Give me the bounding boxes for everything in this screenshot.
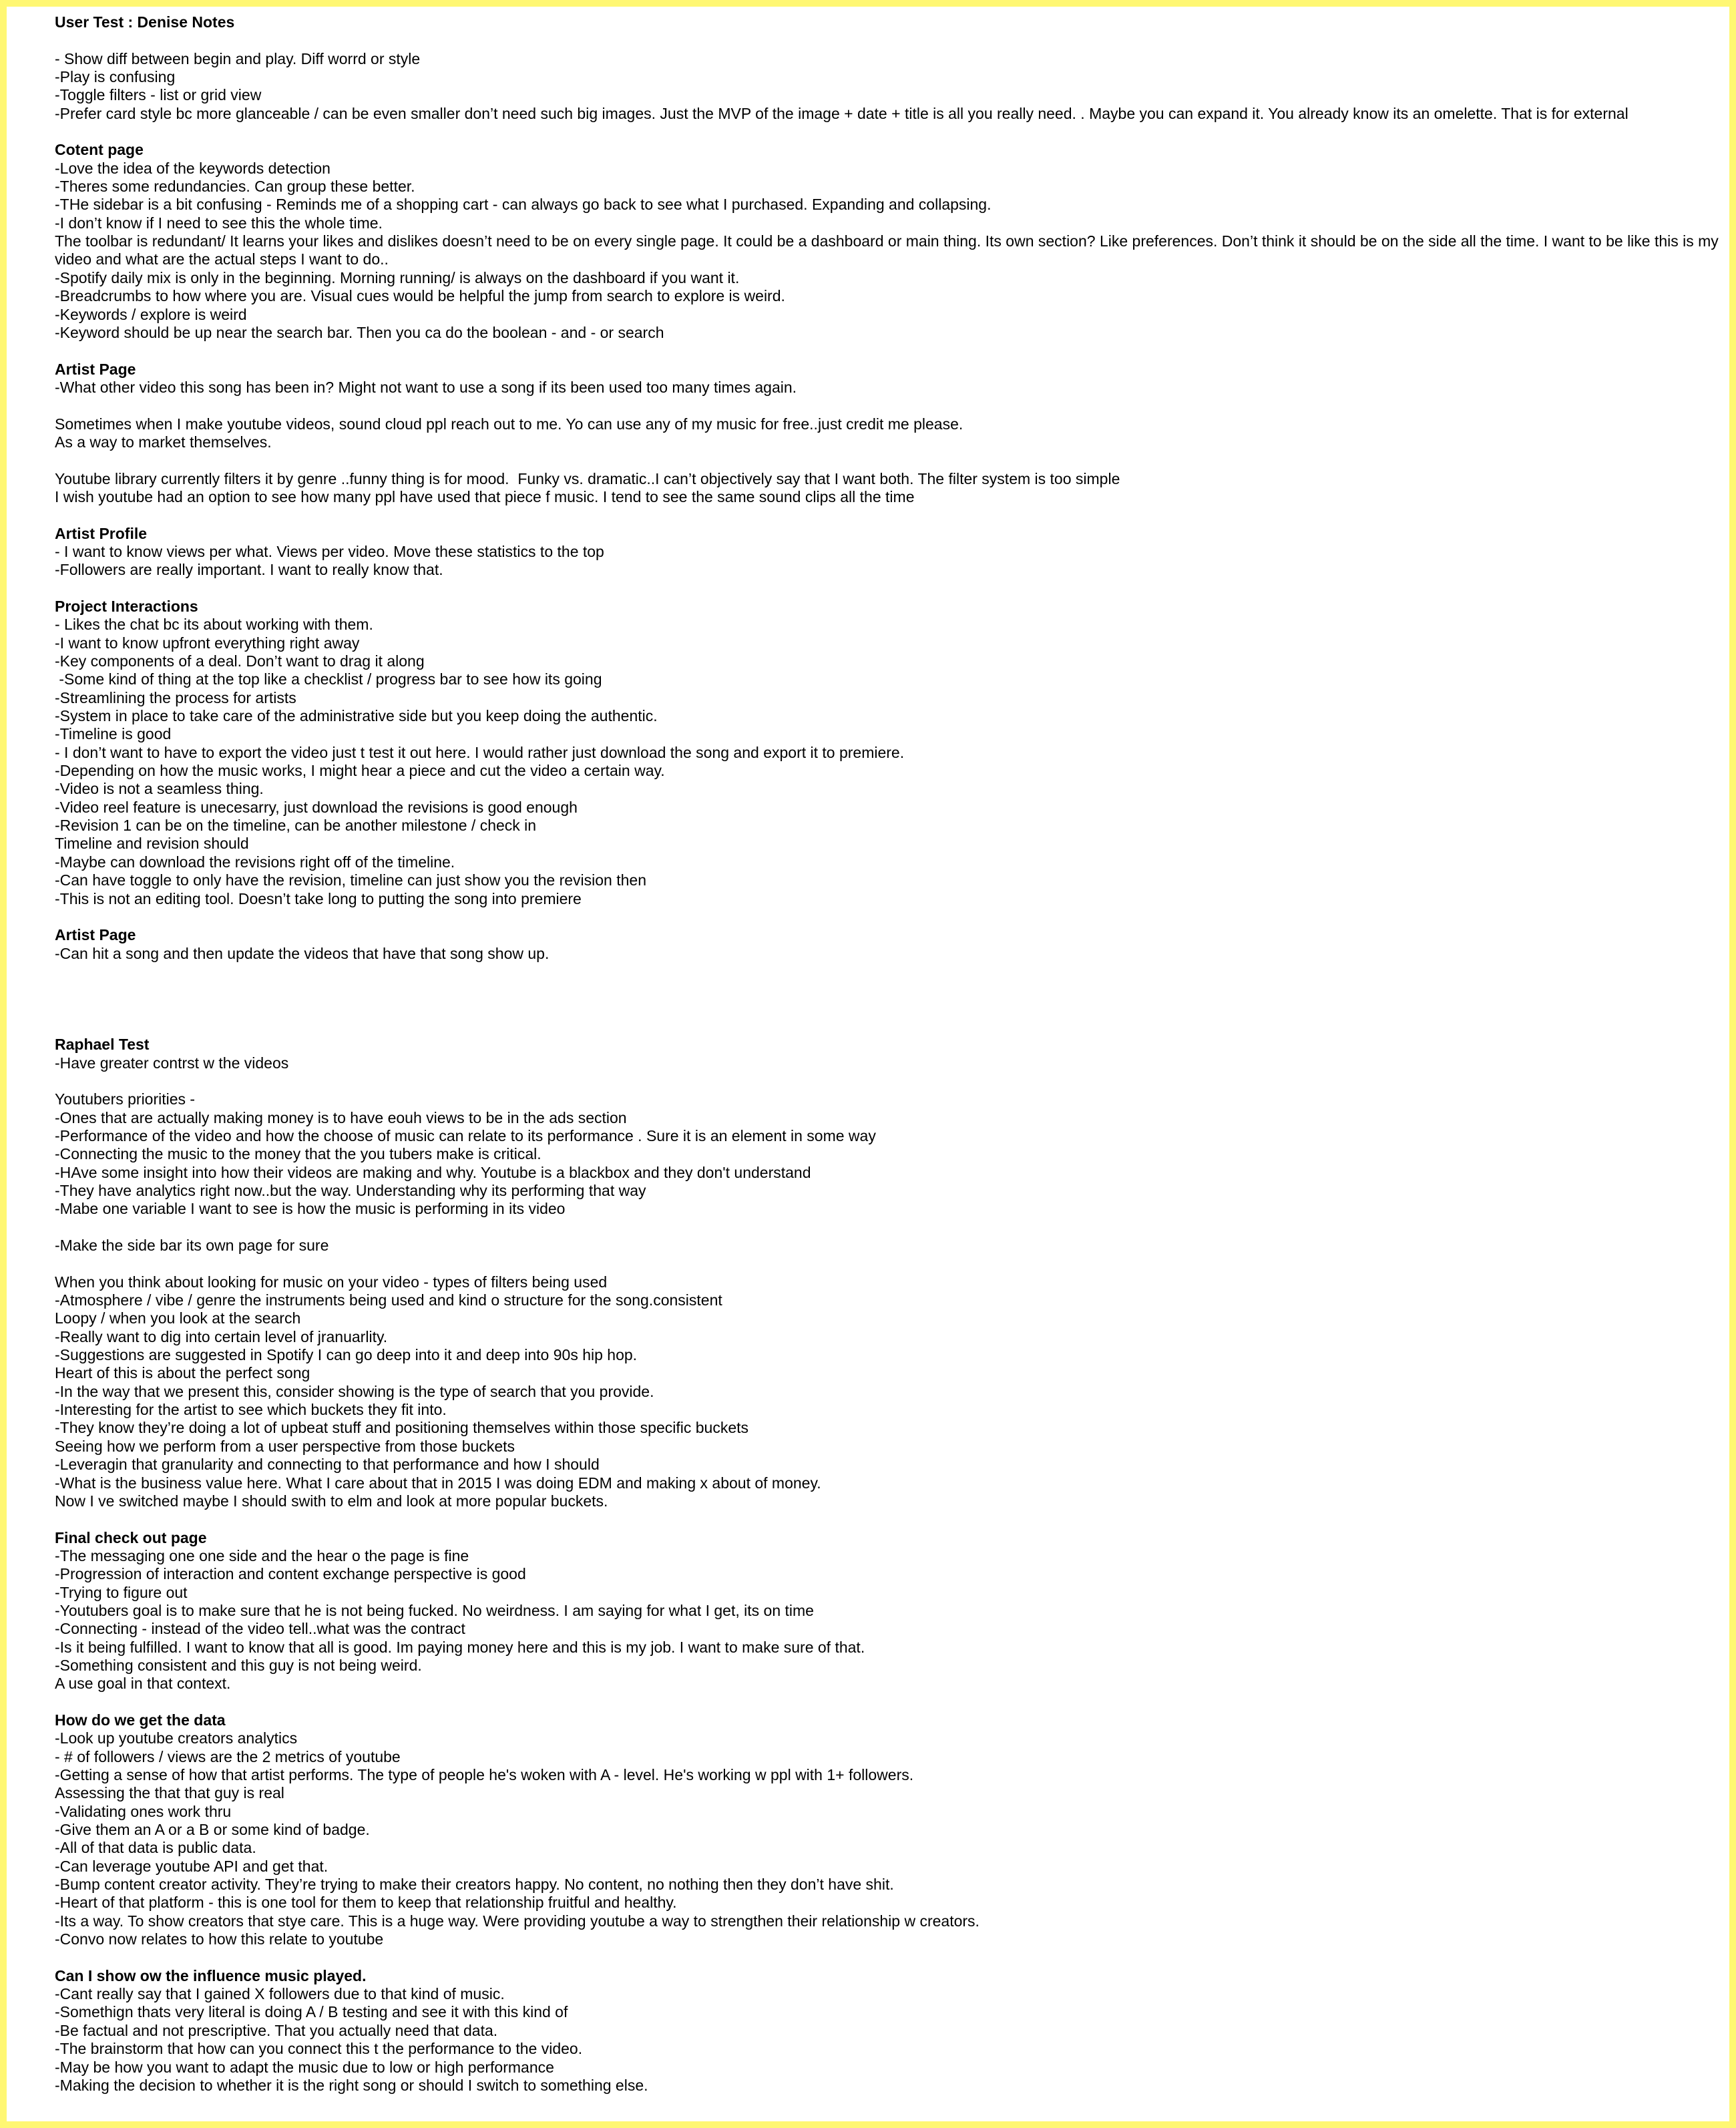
blank-line-spacer bbox=[55, 397, 1727, 415]
blank-line-spacer bbox=[55, 1948, 1727, 1966]
note-line: -Cant really say that I gained X followers due to that kind of music. bbox=[55, 1985, 505, 2003]
note-line: -Something consistent and this guy is not being weird. bbox=[55, 1656, 422, 1674]
note-line: -Timeline is good bbox=[55, 725, 172, 743]
note-line: -Performance of the video and how the choose of music can relate to its performance . Sure it is an element in some way bbox=[55, 1126, 876, 1144]
note-line: -Key components of a deal. Don’t want to drag it along bbox=[55, 652, 425, 670]
note-line: -Can have toggle to only have the revision, timeline can just show you the revision then bbox=[55, 871, 647, 889]
blank-line-spacer bbox=[55, 1219, 1727, 1237]
section-heading: Artist Profile bbox=[55, 524, 148, 542]
notes-document bbox=[55, 13, 1727, 2095]
note-line: -Validating ones work thru bbox=[55, 1802, 232, 1820]
note-line: -Depending on how the music works, I might hear a piece and cut the video a certain way. bbox=[55, 762, 665, 780]
note-line: -All of that data is public data. bbox=[55, 1839, 256, 1857]
blank-line-spacer bbox=[55, 451, 1727, 469]
blank-line-spacer bbox=[55, 123, 1727, 141]
note-line: -HAve some insight into how their videos are making and why. Youtube is a blackbox and they don't understand bbox=[55, 1163, 811, 1181]
note-line: -Make the side bar its own page for sure bbox=[55, 1237, 329, 1255]
blank-line-spacer bbox=[55, 1018, 1727, 1036]
note-line: -I want to know upfront everything right away bbox=[55, 634, 360, 652]
note-line: -Maybe can download the revisions right off of the timeline. bbox=[55, 853, 455, 871]
note-line: -I don’t know if I need to see this the whole time. bbox=[55, 214, 383, 232]
note-line: Youtubers priorities - bbox=[55, 1090, 196, 1108]
section-heading: Final check out page bbox=[55, 1528, 207, 1546]
note-line: - Likes the chat bc its about working with them. bbox=[55, 616, 373, 634]
note-line: -Revision 1 can be on the timeline, can be another milestone / check in bbox=[55, 817, 537, 835]
note-line: -Have greater contrst w the videos bbox=[55, 1054, 289, 1072]
note-line: -Getting a sense of how that artist performs. The type of people he's woken with A - level. He's working w ppl with 1+ followers. bbox=[55, 1766, 914, 1783]
note-line: -System in place to take care of the administrative side but you keep doing the authentic. bbox=[55, 707, 658, 725]
note-line: -Really want to dig into certain level of jranuarlity. bbox=[55, 1327, 388, 1345]
note-line: -Mabe one variable I want to see is how the music is performing in its video bbox=[55, 1200, 566, 1218]
blank-line-spacer bbox=[55, 981, 1727, 999]
section-heading: Project Interactions bbox=[55, 598, 198, 615]
note-line: -Breadcrumbs to how where you are. Visual cues would be helpful the jump from search to explore is weird. bbox=[55, 287, 785, 305]
note-line: -May be how you want to adapt the music due to low or high performance bbox=[55, 2058, 554, 2076]
note-line: -Interesting for the artist to see which buckets they fit into. bbox=[55, 1401, 447, 1419]
note-line: Loopy / when you look at the search bbox=[55, 1309, 301, 1327]
note-line: -This is not an editing tool. Doesn’t take long to putting the song into premiere bbox=[55, 889, 582, 907]
note-line: -Progression of interaction and content exchange perspective is good bbox=[55, 1565, 526, 1583]
note-line: -Prefer card style bc more glanceable / can be even smaller don’t need such big images. Just the MVP of the image + date + title is all you really need. . Maybe you can expand it. You already know its an omelette. That is for external bbox=[55, 104, 1629, 122]
note-line: -Trying to figure out bbox=[55, 1583, 188, 1601]
note-line: -Ones that are actually making money is to have eouh views to be in the ads section bbox=[55, 1108, 627, 1126]
note-line: Seeing how we perform from a user perspective from those buckets bbox=[55, 1437, 515, 1455]
note-line: -They know they’re doing a lot of upbeat stuff and positioning themselves within those specific buckets bbox=[55, 1419, 748, 1437]
note-line: Heart of this is about the perfect song bbox=[55, 1364, 310, 1382]
note-line: -Is it being fulfilled. I want to know that all is good. Im paying money here and this is my job. I want to make sure of that. bbox=[55, 1638, 865, 1656]
note-line: -Love the idea of the keywords detection bbox=[55, 159, 331, 177]
note-line: -Can hit a song and then update the videos that have that song show up. bbox=[55, 944, 550, 962]
blank-line-spacer bbox=[55, 506, 1727, 524]
blank-line-spacer bbox=[55, 1000, 1727, 1018]
note-line: -Atmosphere / vibe / genre the instruments being used and kind o structure for the song.consistent bbox=[55, 1291, 722, 1309]
note-line: -Connecting the music to the money that the you tubers make is critical. bbox=[55, 1145, 541, 1163]
note-line: - I don’t want to have to export the video just t test it out here. I would rather just download the song and export it to premiere. bbox=[55, 743, 905, 761]
note-line: -Video is not a seamless thing. bbox=[55, 780, 264, 798]
note-line: -Be factual and not prescriptive. That you actually need that data. bbox=[55, 2021, 498, 2039]
blank-line-spacer bbox=[55, 1072, 1727, 1090]
blank-line-spacer bbox=[55, 1255, 1727, 1273]
note-line: -The brainstorm that how can you connect this t the performance to the video. bbox=[55, 2040, 583, 2058]
blank-line-spacer bbox=[55, 1693, 1727, 1711]
note-line: -In the way that we present this, consider showing is the type of search that you provide. bbox=[55, 1382, 654, 1400]
note-line: - I want to know views per what. Views per video. Move these statistics to the top bbox=[55, 542, 604, 560]
note-line: Assessing the that that guy is real bbox=[55, 1784, 284, 1802]
note-line: -Play is confusing bbox=[55, 68, 176, 86]
note-line: Now I ve switched maybe I should swith to elm and look at more popular buckets. bbox=[55, 1492, 608, 1510]
note-line: A use goal in that context. bbox=[55, 1675, 231, 1693]
note-line: -Video reel feature is unecesarry, just download the revisions is good enough bbox=[55, 798, 578, 816]
note-line: -Connecting - instead of the video tell..what was the contract bbox=[55, 1620, 465, 1638]
note-line: - # of followers / views are the 2 metrics of youtube bbox=[55, 1747, 401, 1765]
note-line: Sometimes when I make youtube videos, sound cloud ppl reach out to me. Yo can use any of my music for free..just credit me please. bbox=[55, 415, 963, 433]
note-line: The toolbar is redundant/ It learns your likes and dislikes doesn’t need to be on every single page. It could be a dashboard or main thing. Its own section? Like preferences. Don’t think it should be on the side all the time. I want to be like this is my video and what are the actual steps I want to do.. bbox=[55, 232, 1723, 268]
note-line: -Can leverage youtube API and get that. bbox=[55, 1857, 329, 1875]
note-line: -Heart of that platform - this is one tool for them to keep that relationship fruitful and healthy. bbox=[55, 1894, 677, 1912]
note-line: -THe sidebar is a bit confusing - Reminds me of a shopping cart - can always go back to see what I purchased. Expanding and collapsing. bbox=[55, 196, 992, 214]
note-line: -Somethign thats very literal is doing A / B testing and see it with this kind of bbox=[55, 2003, 568, 2021]
blank-line-spacer bbox=[55, 31, 1727, 49]
blank-line-spacer bbox=[55, 908, 1727, 926]
note-line: -Give them an A or a B or some kind of badge. bbox=[55, 1821, 370, 1839]
note-line: -Bump content creator activity. They’re trying to make their creators happy. No content, no nothing then they don’t have shit. bbox=[55, 1876, 894, 1894]
section-heading: Can I show ow the influence music played. bbox=[55, 1966, 367, 1984]
section-heading: How do we get the data bbox=[55, 1711, 226, 1729]
note-line: I wish youtube had an option to see how many ppl have used that piece f music. I tend to see the same sound clips all the time bbox=[55, 487, 915, 505]
note-line: -What is the business value here. What I care about that in 2015 I was doing EDM and making x about of money. bbox=[55, 1474, 821, 1492]
note-line: As a way to market themselves. bbox=[55, 433, 272, 451]
blank-line-spacer bbox=[55, 342, 1727, 360]
note-line: -Theres some redundancies. Can group these better. bbox=[55, 178, 415, 196]
note-line: -Spotify daily mix is only in the beginning. Morning running/ is always on the dashboard if you want it. bbox=[55, 268, 740, 286]
note-line: When you think about looking for music on your video - types of filters being used bbox=[55, 1273, 608, 1291]
note-line: Timeline and revision should bbox=[55, 835, 249, 853]
note-line: -Youtubers goal is to make sure that he is not being fucked. No weirdness. I am saying for what I get, its on time bbox=[55, 1601, 814, 1619]
note-line: -The messaging one one side and the hear o the page is fine bbox=[55, 1546, 469, 1564]
note-line: -Look up youtube creators analytics bbox=[55, 1729, 298, 1747]
section-heading: Artist Page bbox=[55, 926, 136, 944]
note-line: -Leveragin that granularity and connecting to that performance and how I should bbox=[55, 1456, 600, 1474]
note-line: -Its a way. To show creators that stye care. This is a huge way. Were providing youtube a way to strengthen their relationship w creators. bbox=[55, 1912, 980, 1930]
note-line: -Keyword should be up near the search bar. Then you ca do the boolean - and - or search bbox=[55, 323, 664, 341]
note-line: -They have analytics right now..but the way. Understanding why its performing that way bbox=[55, 1182, 646, 1199]
note-line: -What other video this song has been in? Might not want to use a song if its been used too many times again. bbox=[55, 378, 797, 396]
blank-line-spacer bbox=[55, 1510, 1727, 1528]
note-line: -Toggle filters - list or grid view bbox=[55, 86, 262, 104]
note-line: - Show diff between begin and play. Diff worrd or style bbox=[55, 49, 421, 67]
blank-line-spacer bbox=[55, 580, 1727, 598]
note-line: -Followers are really important. I want to really know that. bbox=[55, 561, 443, 579]
note-line: -Streamlining the process for artists bbox=[55, 688, 296, 706]
note-line: -Convo now relates to how this relate to youtube bbox=[55, 1930, 384, 1948]
note-line: -Making the decision to whether it is the right song or should I switch to something else. bbox=[55, 2076, 648, 2094]
note-line: -Some kind of thing at the top like a checklist / progress bar to see how its going bbox=[55, 670, 602, 688]
section-heading: Raphael Test bbox=[55, 1036, 150, 1054]
note-line: -Suggestions are suggested in Spotify I can go deep into it and deep into 90s hip hop. bbox=[55, 1346, 638, 1364]
section-heading: Cotent page bbox=[55, 141, 144, 159]
section-heading: Artist Page bbox=[55, 360, 136, 378]
note-line: Youtube library currently filters it by genre ..funny thing is for mood. Funky vs. dramatic..I can’t objectively say that I want both. The filter system is too simple bbox=[55, 469, 1120, 487]
note-line: -Keywords / explore is weird bbox=[55, 305, 247, 323]
section-heading: User Test : Denise Notes bbox=[55, 13, 235, 31]
blank-line-spacer bbox=[55, 963, 1727, 981]
